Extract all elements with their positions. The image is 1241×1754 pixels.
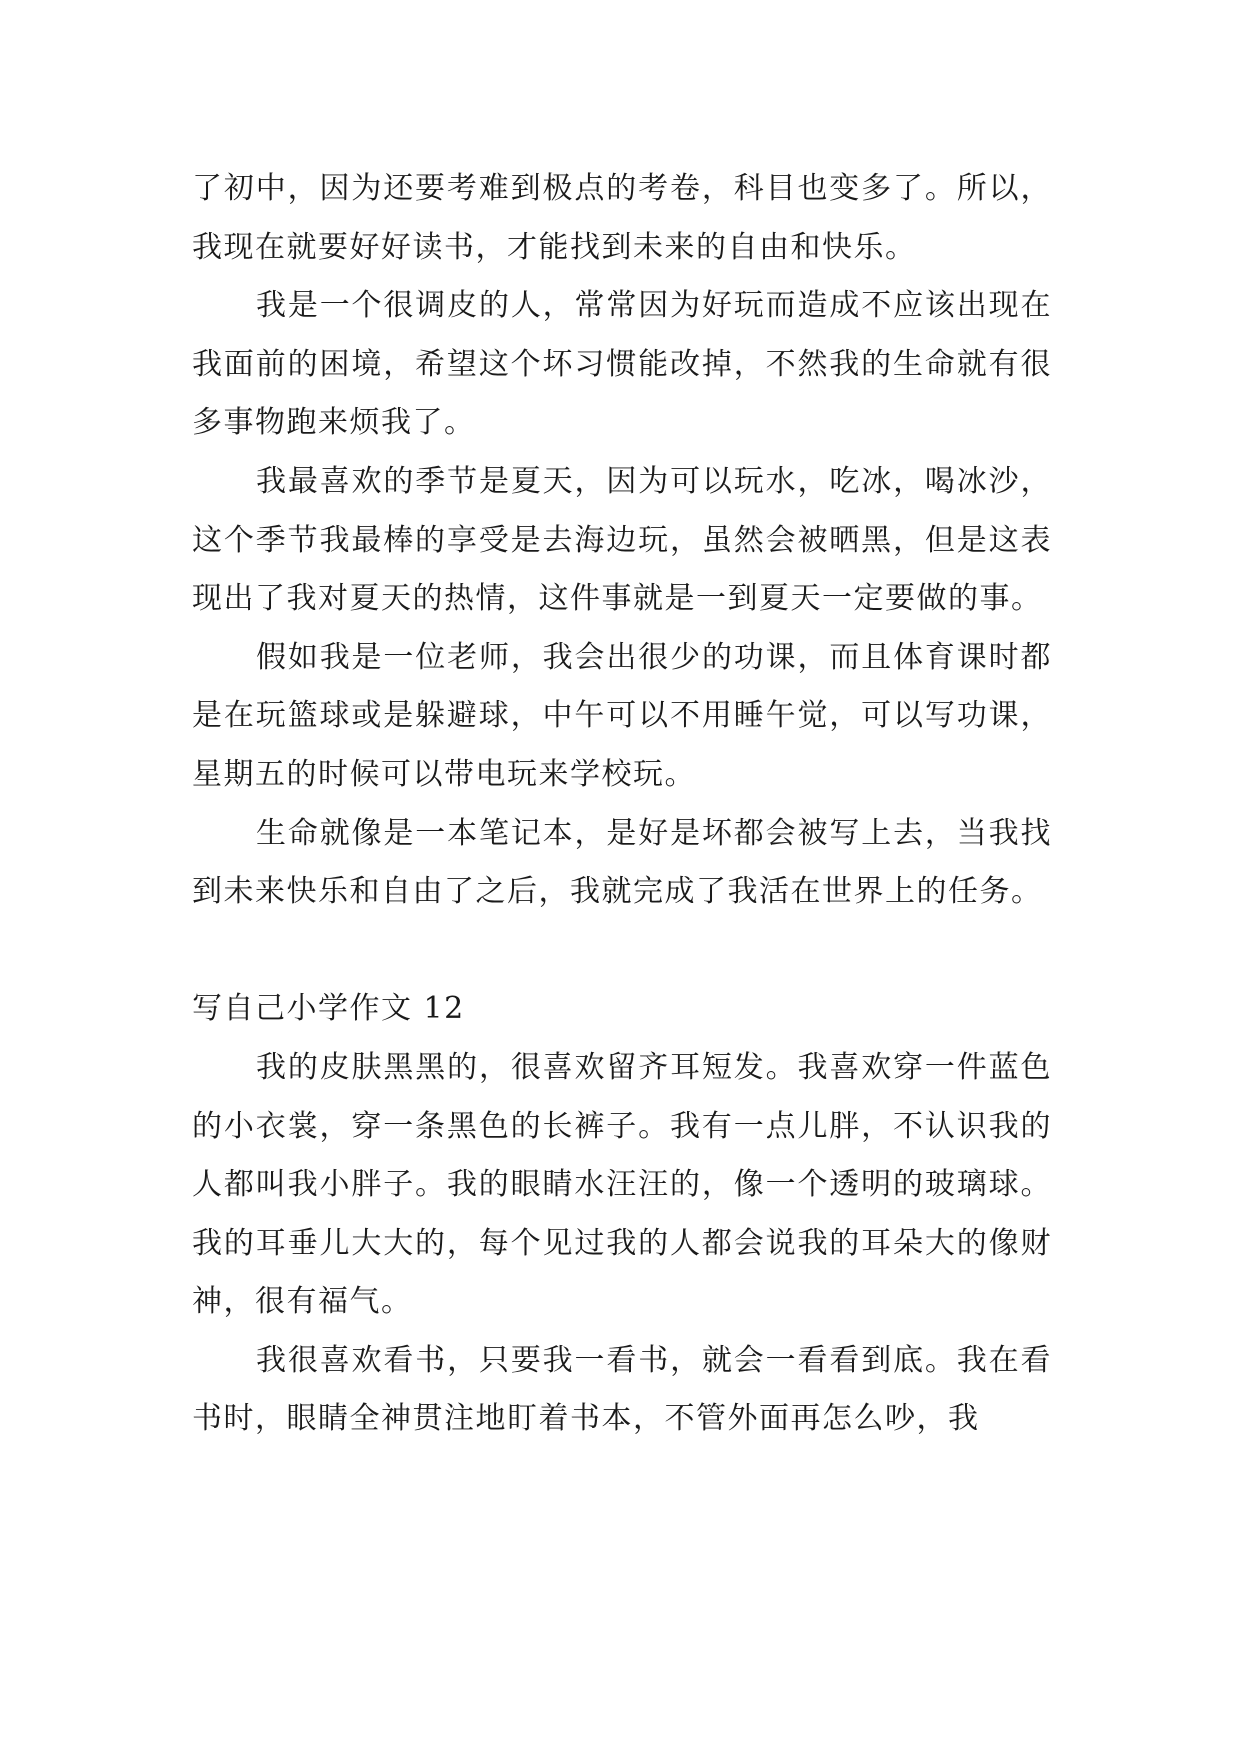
paragraph: 假如我是一位老师，我会出很少的功课，而且体育课时都是在玩篮球或是躲避球，中午可以不用睡午觉，可以写功课，星期五的时候可以带电玩来学校玩。 — [192, 639, 1052, 792]
section-title: 写自己小学作文 12 — [192, 991, 465, 1027]
paragraph: 生命就像是一本笔记本，是好是坏都会被写上去，当我找到未来快乐和自由了之后，我就完成了我活在世界上的任务。 — [192, 815, 1052, 910]
paragraph: 了初中，因为还要考难到极点的考卷，科目也变多了。所以，我现在就要好好读书，才能找到未来的自由和快乐。 — [192, 171, 1052, 265]
paragraph: 我很喜欢看书，只要我一看书，就会一看看到底。我在看书时，眼睛全神贯注地盯着书本，不管外面再怎么吵，我 — [192, 1342, 1052, 1437]
section-spacer — [192, 922, 1052, 981]
paragraph: 我的皮肤黑黑的，很喜欢留齐耳短发。我喜欢穿一件蓝色的小衣裳，穿一条黑色的长裤子。我有一点儿胖，不认识我的人都叫我小胖子。我的眼睛水汪汪的，像一个透明的玻璃球。我的耳垂儿大大的，每个见过我的人都会说我的耳朵大的像财神，很有福气。 — [192, 1049, 1052, 1320]
paragraph: 我是一个很调皮的人，常常因为好玩而造成不应该出现在我面前的困境，希望这个坏习惯能改掉，不然我的生命就有很多事物跑来烦我了。 — [192, 288, 1052, 441]
document-body — [192, 160, 1052, 1449]
paragraph: 我最喜欢的季节是夏天，因为可以玩水，吃冰，喝冰沙，这个季节我最棒的享受是去海边玩，虽然会被晒黑，但是这表现出了我对夏天的热情，这件事就是一到夏天一定要做的事。 — [192, 463, 1052, 617]
